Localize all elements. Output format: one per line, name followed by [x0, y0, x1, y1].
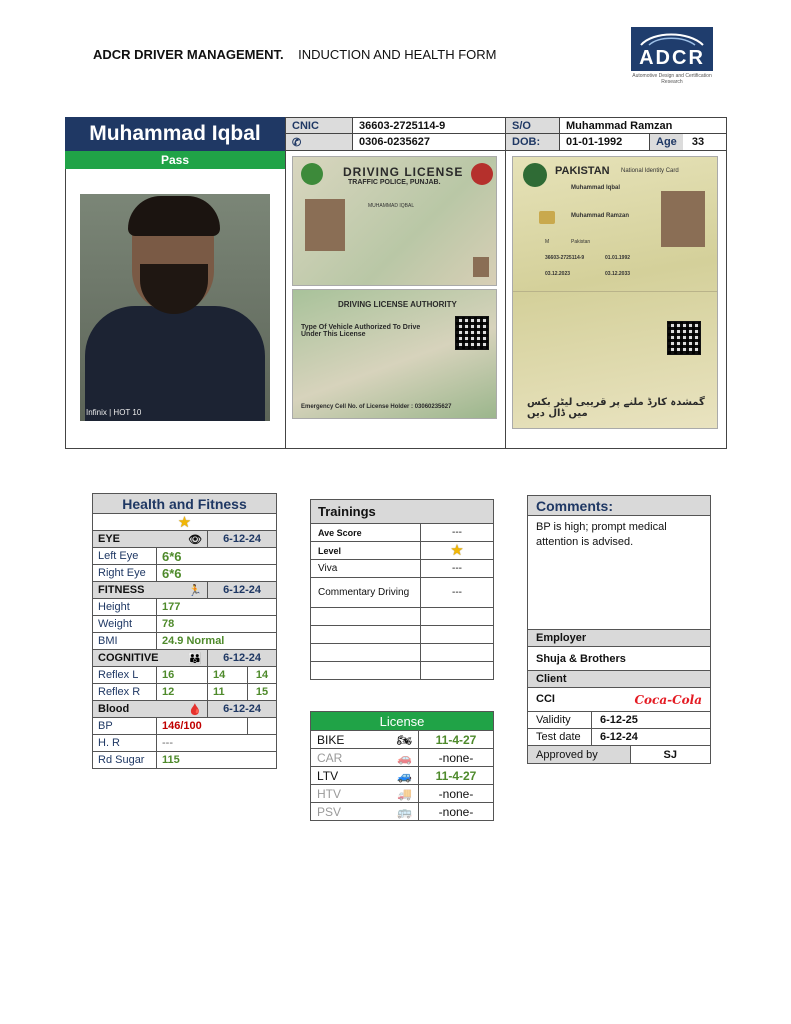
license-small-photo [473, 257, 489, 277]
weight-value: 78 [157, 616, 277, 633]
status-badge: Pass [65, 151, 285, 169]
driving-license-front [292, 156, 497, 286]
approved-label: Approved by [528, 746, 630, 763]
dob-label: DOB: [506, 134, 560, 151]
photo-watermark: Infinix | HOT 10 [86, 408, 142, 417]
training-empty-cell [421, 626, 494, 644]
level-label: Level [311, 542, 421, 560]
license-row-ltv [311, 767, 419, 785]
right-eye-label: Right Eye [93, 565, 157, 582]
cnic-photo [661, 191, 705, 247]
ave-score-value: --- [421, 524, 494, 542]
eye-date: 6-12-24 [208, 531, 277, 548]
license-table [310, 711, 494, 821]
photo-hair [128, 196, 220, 236]
fitness-date: 6-12-24 [208, 582, 277, 599]
license-photo [305, 199, 345, 251]
license-row-car [311, 749, 419, 767]
comments-title: Comments: [528, 496, 711, 516]
phone-value: 0306-0235627 [353, 134, 506, 151]
cognitive-date: 6-12-24 [208, 650, 277, 667]
police-badge-icon [471, 163, 493, 185]
cnic-back-urdu-text: گمشدہ کارڈ ملنے پر قریبی لیٹر بکس میں ڈال دیں [527, 397, 705, 419]
reflex-r-2: 11 [208, 684, 248, 701]
trainings-table [310, 499, 494, 680]
training-empty-row [311, 626, 421, 644]
license-type-htv: HTV [317, 786, 341, 801]
chip-icon [539, 211, 555, 224]
cognitive-section [93, 650, 208, 667]
viva-value: --- [421, 560, 494, 578]
bp-label: BP [93, 718, 157, 735]
license-back-footer: Emergency Cell No. of License Holder : 03060235627 [301, 404, 452, 410]
age-label: Age [650, 134, 683, 150]
license-title: DRIVING LICENSE [343, 165, 464, 179]
reflex-r-1: 12 [157, 684, 208, 701]
cnic-gender: M [545, 239, 550, 245]
license-value-car: -none- [419, 749, 494, 767]
employer-value: Shuja & Brothers [528, 647, 711, 671]
left-eye-value: 6*6 [157, 548, 277, 565]
card-divider-1 [285, 117, 286, 449]
bp-value: 146/100 [157, 718, 248, 735]
ave-score-label: Ave Score [311, 524, 421, 542]
fitness-section [93, 582, 208, 599]
cnic-country-stay: Pakistan [571, 239, 591, 245]
training-empty-cell [421, 662, 494, 680]
runner-icon: 🏃 [188, 584, 203, 597]
license-type-bike: BIKE [317, 732, 345, 747]
age-cell [650, 134, 727, 151]
van-icon: 🚙 [397, 768, 412, 783]
left-eye-label: Left Eye [93, 548, 157, 565]
motorcycle-icon: 🏍 [396, 732, 412, 747]
license-back-text: Type Of Vehicle Authorized To Drive Under This License [301, 324, 421, 338]
client-row [528, 688, 711, 712]
viva-label: Viva [311, 560, 421, 578]
blood-test-icon: 🩸 [188, 703, 203, 716]
license-type-car: CAR [317, 750, 343, 765]
bmi-value: 24.9 Normal [157, 633, 277, 650]
reflex-l-label: Reflex L [93, 667, 157, 684]
star-icon: ★ [450, 542, 464, 559]
so-value: Muhammad Ramzan [560, 118, 727, 134]
health-title: Health and Fitness [93, 494, 277, 514]
cnic-expiry: 03.12.2033 [605, 271, 631, 277]
hr-value: --- [157, 735, 277, 752]
license-type-ltv: LTV [317, 768, 339, 783]
license-table-title: License [311, 712, 494, 731]
level-rating [421, 542, 494, 560]
cnic-separator [513, 291, 717, 292]
blood-date: 6-12-24 [208, 701, 277, 718]
reflex-l-1: 16 [157, 667, 208, 684]
training-empty-cell [421, 644, 494, 662]
driver-info-table [285, 117, 727, 151]
dob-value [560, 134, 650, 151]
car-icon: 🚗 [397, 750, 412, 765]
cnic-label: CNIC [286, 118, 353, 134]
hr-label: H. R [93, 735, 157, 752]
car-silhouette-icon [631, 27, 713, 49]
cnic-card-images [512, 156, 718, 429]
cognitive-label: COGNITIVE [98, 651, 159, 664]
form-title [93, 47, 497, 62]
health-rating [93, 514, 277, 531]
license-value-ltv: 11-4-27 [419, 767, 494, 785]
eye-label: EYE [98, 532, 121, 545]
license-row-htv [311, 785, 419, 803]
cnic-name: Muhammad Iqbal [571, 185, 621, 191]
license-qr-code [455, 316, 489, 350]
approved-value: SJ [663, 748, 677, 761]
cnic-value: 36603-2725114-9 [353, 118, 506, 134]
punjab-emblem-icon [301, 163, 323, 185]
form-title-subject: INDUCTION AND HEALTH FORM [298, 47, 497, 62]
license-holder-name: MUHAMMAD IQBAL [368, 203, 415, 209]
height-label: Height [93, 599, 157, 616]
cnic-card-type: National Identity Card [621, 168, 679, 174]
reflex-r-3: 15 [248, 684, 277, 701]
truck-icon: 🚚 [397, 786, 412, 801]
height-value: 177 [157, 599, 277, 616]
client-logo: Coca-Cola [634, 692, 702, 707]
sugar-label: Rd Sugar [93, 752, 157, 769]
validity-label: Validity [528, 712, 592, 729]
training-empty-cell [421, 608, 494, 626]
comments-text: BP is high; prompt medical attention is advised. [528, 516, 711, 630]
license-type-psv: PSV [317, 804, 342, 819]
license-row-bike [311, 731, 419, 749]
client-value: CCI [536, 692, 555, 705]
health-fitness-table [92, 493, 277, 769]
eye-section [93, 531, 208, 548]
so-label: S/O [506, 118, 560, 134]
adcr-logo [631, 27, 713, 83]
test-date-label: Test date [528, 729, 592, 746]
reflex-l-2: 14 [208, 667, 248, 684]
bus-icon: 🚌 [397, 804, 412, 819]
sugar-value: 115 [157, 752, 277, 769]
commentary-label: Commentary Driving [311, 578, 421, 608]
weight-label: Weight [93, 616, 157, 633]
reflex-l-3: 14 [248, 667, 277, 684]
photo-shirt [85, 306, 265, 421]
cnic-country: PAKISTAN [555, 165, 610, 177]
bmi-label: BMI [93, 633, 157, 650]
cnic-qr-code [667, 321, 701, 355]
phone-label [286, 134, 353, 151]
form-title-org: ADCR DRIVER MANAGEMENT. [93, 47, 284, 62]
bp-empty [248, 718, 277, 735]
commentary-value: --- [421, 578, 494, 608]
cnic-birth: 01.01.1992 [605, 255, 631, 261]
star-icon: ★ [177, 513, 192, 531]
fitness-label: FITNESS [98, 583, 145, 596]
eye-exam-icon: 👁 [188, 533, 203, 546]
phone-icon: ✆ [292, 136, 302, 149]
approved-row [528, 746, 711, 764]
driver-name: Muhammad Iqbal [65, 117, 285, 151]
driving-license-back [292, 289, 497, 419]
driver-photo [80, 194, 270, 421]
training-empty-row [311, 644, 421, 662]
comments-table [527, 495, 711, 764]
license-value-bike: 11-4-27 [419, 731, 494, 749]
license-value-htv: -none- [419, 785, 494, 803]
blood-section [93, 701, 208, 718]
card-divider-2 [505, 117, 506, 449]
pakistan-emblem-icon [523, 163, 547, 187]
cnic-issue: 03.12.2023 [545, 271, 571, 277]
test-date-value: 6-12-24 [592, 729, 711, 746]
cognitive-icon: 👪 [188, 652, 203, 665]
cnic-number: 36603-2725114-9 [545, 255, 585, 261]
training-empty-row [311, 608, 421, 626]
employer-label: Employer [528, 630, 711, 647]
license-back-title: DRIVING LICENSE AUTHORITY [338, 300, 457, 309]
license-subtitle: TRAFFIC POLICE, PUNJAB. [348, 179, 441, 186]
cnic-father-name: Muhammad Ramzan [571, 213, 630, 219]
logo-text: ADCR [639, 47, 705, 69]
logo-tagline: Automotive Design and Certification Research [632, 73, 712, 85]
license-row-psv [311, 803, 419, 821]
trainings-title: Trainings [311, 500, 494, 524]
validity-value: 6-12-25 [592, 712, 711, 729]
reflex-r-label: Reflex R [93, 684, 157, 701]
client-label: Client [528, 671, 711, 688]
right-eye-value: 6*6 [157, 565, 277, 582]
dob-text: 01-01-1992 [566, 136, 623, 148]
blood-label: Blood [98, 702, 130, 715]
age-value: 33 [691, 136, 705, 148]
training-empty-row [311, 662, 421, 680]
license-value-psv: -none- [419, 803, 494, 821]
